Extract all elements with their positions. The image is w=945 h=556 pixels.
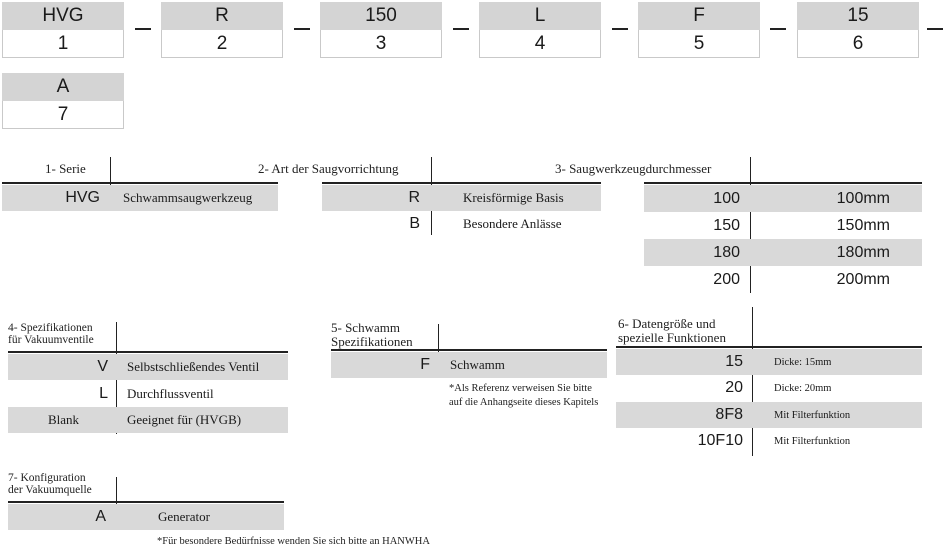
title-line: 5- Schwamm	[331, 320, 400, 335]
code-box-value: R	[161, 2, 283, 30]
table-row	[2, 185, 278, 211]
row-desc: Geeignet für (HVGB)	[127, 412, 242, 427]
table-row	[644, 239, 922, 266]
row-code: 150	[713, 216, 740, 234]
footnote: *Für besondere Bedürfnisse wenden Sie sich bitte an HANWHA	[157, 536, 430, 547]
row-desc: 100mm	[836, 189, 890, 207]
row-code: F	[420, 356, 430, 373]
header-rule	[644, 182, 922, 184]
title-line: 4- Spezifikationen	[8, 322, 93, 334]
header-rule	[8, 501, 284, 503]
separator-dash	[453, 28, 469, 30]
code-box-value: A	[2, 73, 124, 101]
code-box-5	[638, 2, 760, 58]
code-box-index: 3	[320, 30, 442, 58]
row-desc: Mit Filterfunktion	[774, 435, 851, 447]
row-desc: Dicke: 15mm	[774, 356, 832, 368]
code-box-value: HVG	[2, 2, 124, 30]
section-title: 2- Art der Saugvorrichtung	[258, 161, 399, 176]
row-code: L	[99, 385, 108, 402]
row-code: Blank	[48, 412, 80, 427]
table-row	[322, 185, 601, 211]
section-title	[8, 472, 92, 496]
code-box-value: 15	[797, 2, 919, 30]
code-box-value: 150	[320, 2, 442, 30]
table-row	[616, 349, 922, 375]
code-box-index: 4	[479, 30, 601, 58]
row-desc: 200mm	[836, 270, 890, 288]
row-code: 20	[725, 379, 743, 396]
title-line: Spezifikationen	[331, 334, 413, 349]
table-row	[8, 407, 288, 433]
code-box-1	[2, 2, 124, 58]
code-box-value: F	[638, 2, 760, 30]
section-title	[618, 317, 726, 345]
table-row	[331, 352, 607, 378]
separator-dash	[612, 28, 628, 30]
note-line: *Als Referenz verweisen Sie bitte	[449, 383, 592, 394]
table-row	[616, 428, 922, 454]
code-box-value: L	[479, 2, 601, 30]
table-row	[644, 212, 922, 239]
header-rule	[2, 182, 278, 184]
table-row	[8, 354, 288, 380]
section-title: 1- Serie	[45, 161, 86, 176]
title-line: für Vakuumventile	[8, 334, 94, 346]
header-rule	[331, 349, 607, 351]
table-row	[616, 402, 922, 428]
code-box-4	[479, 2, 601, 58]
row-code: 15	[725, 353, 743, 370]
row-desc: Schwamm	[450, 357, 505, 372]
code-box-7	[2, 73, 124, 129]
row-desc: Durchflussventil	[127, 386, 214, 401]
table-row	[8, 381, 288, 407]
row-desc: Kreisförmige Basis	[463, 190, 564, 205]
note-line: auf die Anhangseite dieses Kapitels	[449, 397, 599, 408]
header-rule	[616, 346, 922, 348]
row-code: 10F10	[697, 432, 743, 449]
code-box-3	[320, 2, 442, 58]
row-code: HVG	[65, 189, 100, 206]
row-code: R	[408, 189, 420, 206]
code-box-index: 1	[2, 30, 124, 58]
row-code: V	[97, 358, 108, 375]
row-desc: Selbstschließendes Ventil	[127, 359, 260, 374]
row-desc: Schwammsaugwerkzeug	[123, 190, 253, 205]
row-desc: Generator	[158, 509, 210, 524]
code-box-index: 7	[2, 101, 124, 129]
section-title	[8, 322, 94, 346]
title-line: 6- Datengröße und	[618, 316, 716, 331]
separator-dash	[770, 28, 786, 30]
row-desc: 180mm	[836, 243, 890, 261]
separator-dash	[135, 28, 151, 30]
row-desc: 150mm	[836, 216, 890, 234]
row-code: A	[95, 508, 106, 525]
row-code: 100	[713, 189, 740, 207]
row-code: 8F8	[715, 406, 743, 423]
title-line: der Vakuumquelle	[8, 484, 92, 496]
row-desc: Dicke: 20mm	[774, 382, 832, 394]
row-code: 180	[713, 243, 740, 261]
code-box-index: 6	[797, 30, 919, 58]
code-box-2	[161, 2, 283, 58]
table-row	[616, 375, 922, 401]
header-rule	[8, 351, 288, 353]
code-box-index: 5	[638, 30, 760, 58]
separator-dash	[294, 28, 310, 30]
table-row	[8, 504, 284, 530]
table-row	[644, 185, 922, 212]
title-line: spezielle Funktionen	[618, 330, 726, 345]
code-box-6	[797, 2, 919, 58]
row-code: 200	[713, 270, 740, 288]
section-title: 3- Saugwerkzeugdurchmesser	[555, 161, 712, 176]
reference-note	[449, 382, 598, 410]
row-code: B	[409, 215, 420, 232]
title-line: 7- Konfiguration	[8, 472, 86, 484]
header-rule	[322, 182, 601, 184]
row-desc: Besondere Anlässe	[463, 216, 562, 231]
separator-dash	[927, 28, 943, 30]
table-row	[322, 211, 601, 237]
row-desc: Mit Filterfunktion	[774, 409, 851, 421]
code-box-index: 2	[161, 30, 283, 58]
table-row	[644, 266, 922, 293]
section-title	[331, 321, 413, 349]
